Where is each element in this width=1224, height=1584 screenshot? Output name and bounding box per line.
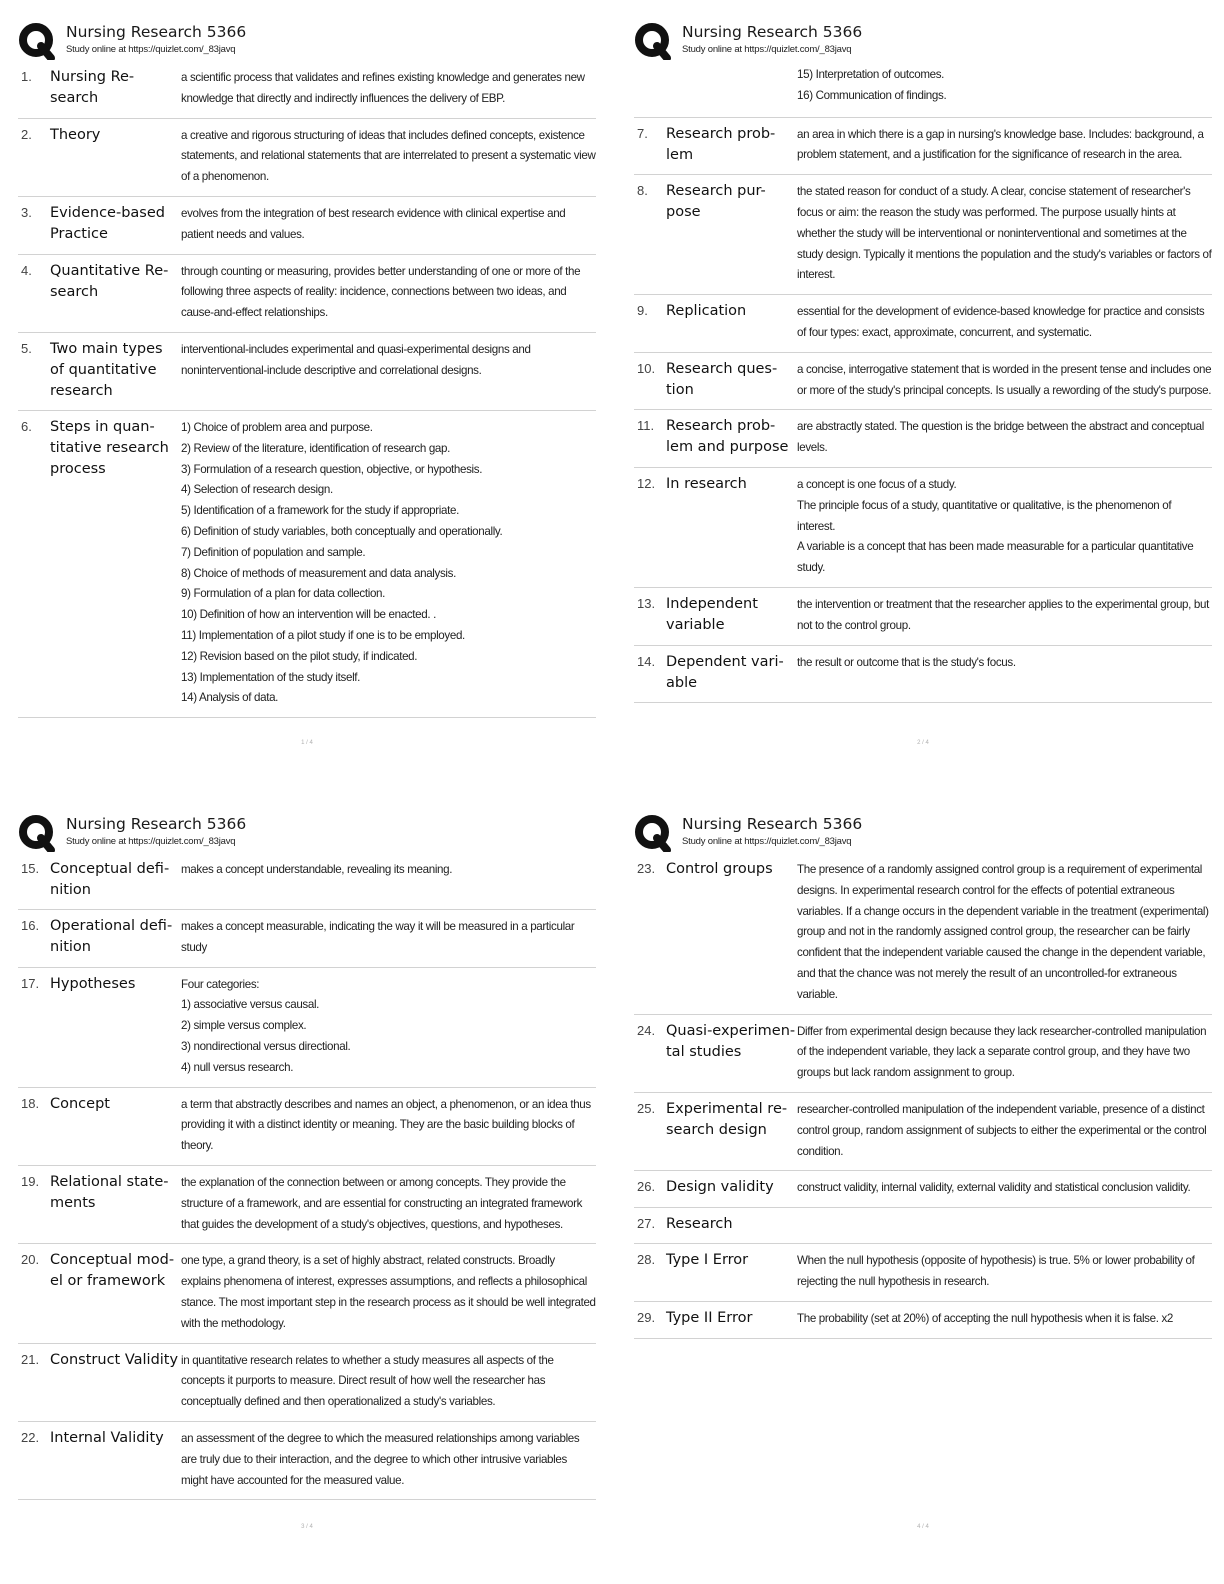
flashcard-row [18, 1344, 596, 1422]
card-definition: essential for the development of evidence-based knowledge for practice and consists of four types: exact, approximate, concurrent, and systematic. [797, 305, 1205, 339]
flashcard-row [634, 353, 1212, 411]
flashcard-row [634, 410, 1212, 468]
card-term: Operational defi- nition [50, 918, 173, 955]
card-number: 10. [637, 360, 656, 376]
card-term: Relational state- ments [50, 1173, 169, 1211]
set-title: Nursing Research 5366 [66, 23, 247, 41]
card-number: 26. [637, 1179, 656, 1195]
card-number: 15. [21, 861, 40, 876]
flashcard-row [18, 910, 596, 968]
flashcard-row [18, 1088, 596, 1166]
card-number: 6. [21, 418, 32, 434]
page-number: 3 / 4 [301, 1524, 313, 1530]
card-term: Conceptual defi- nition [50, 861, 170, 898]
definition-text: 15) Interpretation of outcomes. 16) Communication of findings. [797, 68, 947, 102]
card-definition: The probability (set at 20%) of accepting the null hypothesis when it is false. x2 [797, 1311, 1174, 1325]
card-number: 25. [637, 1100, 656, 1116]
flashcard-page-4 [634, 812, 1212, 1530]
flashcard-row [18, 255, 596, 333]
card-definition: the result or outcome that is the study's focus. [797, 655, 1016, 669]
card-definition: through counting or measuring, provides better understanding of one or more of the following three aspects of reality: incidence, connections between two ideas, and cause-and-effect relationships. [181, 264, 581, 320]
card-term: Steps in quan- titative research process [50, 418, 169, 477]
study-online-link[interactable]: Study online at https://quizlet.com/_83javq [682, 44, 852, 55]
card-term: Design validity [666, 1179, 774, 1196]
page-header [634, 812, 1212, 856]
card-term: Research [666, 1216, 733, 1233]
study-online-link[interactable]: Study online at https://quizlet.com/_83javq [682, 836, 852, 847]
card-term: Independent variable [666, 595, 758, 633]
card-definition: Four categories: 1) associative versus causal. 2) simple versus complex. 3) nondirectional versus directional. 4) null versus research. [181, 977, 351, 1074]
card-term: Control groups [666, 861, 773, 877]
card-definition [797, 1214, 1212, 1235]
flashcard-row [634, 295, 1212, 353]
card-term: Nursing Re- search [50, 69, 135, 106]
flashcard-row [18, 119, 596, 197]
flashcard-page-3 [18, 812, 596, 1530]
study-online-link[interactable]: Study online at https://quizlet.com/_83javq [66, 44, 236, 55]
card-definition: the explanation of the connection between or among concepts. They provide the structure of a framework, and are essential for constructing an integrated framework that guides the development of a study's objectives, questions, and hypotheses. [181, 1175, 583, 1231]
card-definition: The presence of a randomly assigned control group is a requirement of experimental designs. In experimental research control for the effects of potential extraneous variables. If a change occurs in the dependent variable in the treatment (experimental) group and not in the randomly assigned control group, the researcher can be fairly confident that the independent variable caused the change in the dependent variable, and that the chance was not merely the result of an uncontrolled-for extraneous variable. [797, 863, 1209, 1001]
card-number: 17. [21, 975, 40, 991]
flashcard-row [634, 646, 1212, 703]
card-number: 14. [637, 653, 656, 669]
card-term: Replication [666, 303, 747, 320]
quizlet-logo-icon [18, 22, 56, 60]
card-number: 9. [637, 303, 648, 319]
flashcard-row [634, 468, 1212, 588]
card-term: Concept [50, 1095, 110, 1112]
card-term: Two main types of quantitative research [50, 340, 163, 399]
page-number: 4 / 4 [917, 1524, 929, 1530]
continued-definition [634, 64, 1212, 118]
page-number: 2 / 4 [917, 740, 929, 746]
flashcard-row [634, 588, 1212, 646]
card-definition: an assessment of the degree to which the measured relationships among variables are truly due to their interaction, and the degree to which other intrusive variables might have accounted for the measured value. [181, 1431, 580, 1487]
card-number: 12. [637, 475, 656, 491]
flashcard-row [18, 64, 596, 119]
card-definition: a scientific process that validates and refines existing knowledge and generates new knowledge that directly and indirectly influences the delivery of EBP. [181, 71, 585, 105]
card-definition: a concise, interrogative statement that is worded in the present tense and includes one or more of the study's principal concepts. Is usually a rewording of the study's purpose. [797, 362, 1212, 397]
card-number: 16. [21, 918, 40, 933]
page-header [18, 812, 596, 856]
flashcard-row [634, 1208, 1212, 1244]
card-definition: evolves from the integration of best research evidence with clinical expertise and patient needs and values. [181, 206, 566, 241]
card-term: Quantitative Re- search [50, 262, 169, 300]
flashcard-row [18, 197, 596, 255]
flashcard-row [634, 1093, 1212, 1171]
flashcard-row [18, 968, 596, 1088]
card-definition: a creative and rigorous structuring of ideas that includes defined concepts, existence statements, and relational statements that are interrelated to present a systematic view of a phenomenon. [181, 128, 596, 184]
flashcard-row [634, 118, 1212, 176]
card-number: 27. [637, 1216, 656, 1232]
study-online-link[interactable]: Study online at https://quizlet.com/_83javq [66, 836, 236, 847]
card-number: 18. [21, 1095, 40, 1111]
card-definition: a term that abstractly describes and names an object, a phenomenon, or an idea thus providing it with a distinct identity or meaning. They are the basic building blocks of theory. [181, 1097, 591, 1153]
flashcard-row [18, 1166, 596, 1244]
card-number: 8. [637, 183, 648, 199]
card-term: Research prob- lem [666, 125, 776, 163]
card-term: Dependent vari- able [666, 653, 784, 691]
card-definition: an area in which there is a gap in nursing's knowledge base. Includes: background, a problem statement, and a justification for the significance of research in the area. [797, 127, 1204, 162]
flashcard-page-1 [18, 20, 596, 746]
set-title: Nursing Research 5366 [682, 815, 863, 833]
card-number: 1. [21, 69, 32, 84]
card-definition: When the null hypothesis (opposite of hypothesis) is true. 5% or lower probability of rejecting the null hypothesis in research. [797, 1254, 1195, 1288]
card-definition: the intervention or treatment that the researcher applies to the experimental group, but not to the control group. [797, 597, 1209, 632]
flashcard-page-2 [634, 20, 1212, 746]
card-number: 21. [21, 1351, 40, 1367]
card-definition: in quantitative research relates to whether a study measures all aspects of the concepts it purports to measure. Direct result of how well the researcher has conceptually defined and then operationalized a study's variables. [181, 1353, 554, 1409]
card-number: 22. [21, 1429, 40, 1445]
flashcard-row [634, 856, 1212, 1015]
card-term: Quasi-experimen- tal studies [666, 1022, 796, 1060]
card-definition: construct validity, internal validity, external validity and statistical conclusion validity. [797, 1181, 1191, 1195]
card-number: 7. [637, 125, 648, 141]
flashcard-row [634, 1171, 1212, 1208]
set-title: Nursing Research 5366 [682, 23, 863, 41]
card-term: Research ques- tion [666, 360, 778, 398]
flashcard-row [18, 856, 596, 910]
card-definition: the stated reason for conduct of a study. A clear, concise statement of researcher's focus or aim: the reason the study was performed. The purpose usually hints at whether the study will be interventional or noninterventional and sometimes at the study design. Typically it mentions the population and the study's variables or factors of interest. [797, 185, 1212, 282]
card-definition: are abstractly stated. The question is the bridge between the abstract and conceptual levels. [797, 420, 1205, 455]
card-number: 20. [21, 1252, 40, 1268]
quizlet-logo-icon [634, 22, 672, 60]
card-number: 13. [637, 595, 656, 611]
quizlet-logo-icon [634, 814, 672, 852]
card-term: Research pur- pose [666, 183, 766, 221]
page-number: 1 / 4 [301, 740, 313, 746]
flashcard-row [18, 1422, 596, 1500]
flashcard-row [634, 1244, 1212, 1302]
quizlet-logo-icon [18, 814, 56, 852]
card-term: Type II Error [666, 1309, 753, 1326]
card-term: Conceptual mod- el or framework [50, 1252, 175, 1290]
card-number: 24. [637, 1022, 656, 1038]
flashcard-row [18, 333, 596, 411]
card-number: 5. [21, 340, 32, 356]
flashcard-row [634, 1302, 1212, 1339]
card-term: Type I Error [666, 1252, 749, 1269]
flashcard-row [18, 411, 596, 718]
card-number: 2. [21, 126, 32, 142]
card-term: Construct Validity [50, 1351, 179, 1368]
card-number: 3. [21, 204, 32, 220]
page-header [634, 20, 1212, 64]
flashcard-row [634, 1015, 1212, 1093]
card-definition: makes a concept understandable, revealing its meaning. [181, 863, 453, 876]
set-title: Nursing Research 5366 [66, 815, 247, 833]
card-definition: Differ from experimental design because they lack researcher-controlled manipulation of the independent variable, they lack a separate control group, and they have two groups but lack random assignment to group. [797, 1024, 1207, 1080]
card-definition: researcher-controlled manipulation of the independent variable, presence of a distinct control group, random assignment of subjects to either the experimental or the control condition. [797, 1102, 1207, 1158]
card-number: 11. [637, 418, 655, 434]
card-definition: interventional-includes experimental and quasi-experimental designs and noninterventional-include descriptive and correlational designs. [181, 342, 531, 377]
card-term: In research [666, 475, 747, 492]
card-number: 4. [21, 262, 32, 278]
card-definition: a concept is one focus of a study. The principle focus of a study, quantitative or qualitative, is the phenomenon of interest. A variable is a concept that has been made measurable for a particular quantitative study. [797, 477, 1194, 575]
card-term: Hypotheses [50, 975, 136, 992]
flashcard-row [634, 175, 1212, 295]
card-term: Evidence-based Practice [50, 204, 165, 242]
card-definition: 1) Choice of problem area and purpose. 2) Review of the literature, identification of research gap. 3) Formulation of a research question, objective, or hypothesis. 4) Selection of research design. 5) Identification of a framework for the study if appropriate. 6) Definition of study variables, both conceptually and operationally. 7) Definition of population and sample. 8) Choice of methods of measurement and data analysis. 9) Formulation of a plan for data collection. 10) Definition of how an intervention will be enacted. . 11) Implementation of a pilot study if one is to be employed. 12) Revision based on the pilot study, if indicated. 13) Implementation of the study itself. 14) Analysis of data. [181, 420, 503, 705]
card-number: 23. [637, 861, 656, 876]
card-term: Theory [50, 126, 101, 143]
card-term: Internal Validity [50, 1429, 164, 1446]
card-definition: makes a concept measurable, indicating the way it will be measured in a particular study [181, 920, 575, 954]
card-definition: one type, a grand theory, is a set of highly abstract, related constructs. Broadly explains phenomena of interest, expresses assumptions, and reflects a philosophical stance. The most important step in the research process as it should be well integrated with the methodology. [181, 1254, 596, 1330]
card-term: Research prob- lem and purpose [666, 418, 789, 456]
card-number: 28. [637, 1252, 656, 1268]
page-header [18, 20, 596, 64]
card-number: 29. [637, 1309, 656, 1325]
card-term: Experimental re- search design [666, 1100, 788, 1138]
card-number: 19. [21, 1173, 40, 1189]
flashcard-row [18, 1244, 596, 1343]
